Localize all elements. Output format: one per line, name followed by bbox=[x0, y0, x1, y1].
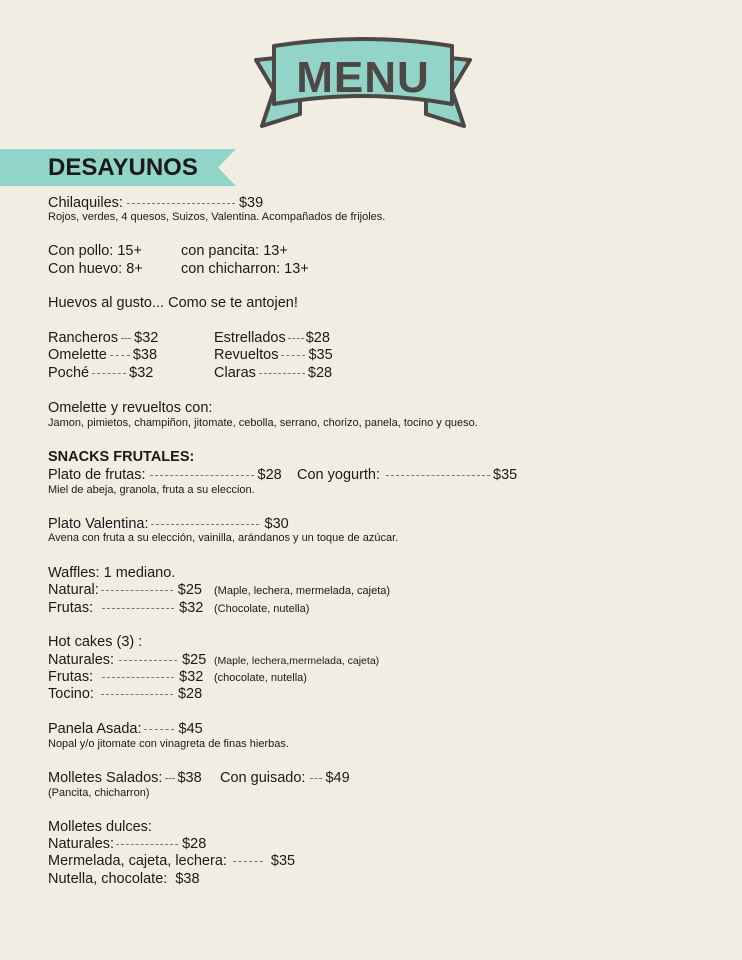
yogurth-row bbox=[297, 467, 517, 484]
dotted-leader bbox=[102, 677, 174, 678]
item-name: Con guisado: bbox=[220, 770, 306, 786]
dotted-leader bbox=[151, 524, 259, 525]
dotted-leader bbox=[281, 355, 305, 356]
waffle-natural-note: (Maple, lechera, mermelada, cajeta) bbox=[214, 585, 391, 597]
item-name: Con yogurth: bbox=[297, 467, 381, 483]
dotted-leader bbox=[127, 203, 235, 204]
item-price: $32 bbox=[179, 669, 204, 685]
panela-description: Nopal y/o jitomate con vinagreta de finas hierbas. bbox=[48, 738, 289, 750]
item-price: $35 bbox=[308, 347, 333, 363]
waffle-frutas-note: (Chocolate, nutella) bbox=[214, 603, 310, 615]
item-name: Poché bbox=[48, 365, 90, 381]
item-name: Molletes Salados: bbox=[48, 770, 163, 786]
item-price: $28 bbox=[182, 836, 207, 852]
molletes-dulces-item bbox=[48, 853, 295, 870]
dotted-leader bbox=[386, 475, 490, 476]
molletes-dulces-title: Molletes dulces: bbox=[48, 819, 152, 835]
dotted-leader bbox=[165, 778, 175, 779]
item-name: Chilaquiles: bbox=[48, 195, 123, 211]
item-name: Panela Asada: bbox=[48, 721, 142, 737]
extra-huevo: Con huevo: 8+ bbox=[48, 261, 143, 277]
huevos-intro: Huevos al gusto... Como se te antojen! bbox=[48, 295, 298, 311]
hotcakes-title: Hot cakes (3) : bbox=[48, 634, 143, 650]
extra-pancita: con pancita: 13+ bbox=[181, 243, 288, 259]
item-name: Naturales: bbox=[48, 836, 115, 852]
dotted-leader bbox=[233, 861, 263, 862]
dotted-leader bbox=[101, 590, 173, 591]
hotcake-item bbox=[48, 669, 203, 686]
egg-item bbox=[48, 365, 153, 382]
dotted-leader bbox=[101, 694, 173, 695]
plato-frutas-description: Miel de abeja, granola, fruta a su eleccion. bbox=[48, 484, 255, 496]
item-name: Frutas: bbox=[48, 600, 94, 616]
dotted-leader bbox=[150, 475, 254, 476]
item-price: $45 bbox=[178, 721, 203, 737]
molletes-dulces-item bbox=[48, 836, 206, 853]
dotted-leader bbox=[110, 355, 130, 356]
item-price: $32 bbox=[129, 365, 154, 381]
snacks-title: SNACKS FRUTALES: bbox=[48, 449, 195, 465]
item-price: $25 bbox=[177, 582, 202, 598]
egg-item bbox=[48, 347, 157, 364]
plato-frutas-row bbox=[48, 467, 282, 484]
dotted-leader bbox=[92, 373, 126, 374]
hotcake-item bbox=[48, 652, 206, 669]
item-name: Omelette bbox=[48, 347, 107, 363]
hotcake-item bbox=[48, 686, 202, 703]
menu-banner-label-wrap bbox=[252, 34, 474, 130]
item-name: Claras bbox=[214, 365, 256, 381]
item-price: $28 bbox=[305, 330, 330, 346]
hotcake-naturales-note: (Maple, lechera,mermelada, cajeta) bbox=[214, 655, 380, 667]
egg-item bbox=[48, 330, 158, 347]
panela-row bbox=[48, 721, 203, 738]
item-price: $25 bbox=[182, 652, 207, 668]
dotted-leader bbox=[259, 373, 305, 374]
item-price: $32 bbox=[134, 330, 159, 346]
item-price: $38 bbox=[175, 871, 200, 887]
egg-item bbox=[214, 347, 333, 364]
item-price: $38 bbox=[177, 770, 202, 786]
item-name: Plato Valentina: bbox=[48, 516, 149, 532]
item-price: $28 bbox=[257, 467, 282, 483]
item-name: Rancheros bbox=[48, 330, 119, 346]
item-name: Frutas: bbox=[48, 669, 94, 685]
omelette-title: Omelette y revueltos con: bbox=[48, 400, 213, 416]
dotted-leader bbox=[116, 844, 178, 845]
item-name: Natural: bbox=[48, 582, 99, 598]
item-name: Nutella, chocolate: bbox=[48, 871, 168, 887]
item-price: $30 bbox=[264, 516, 289, 532]
molletes-dulces-item bbox=[48, 871, 200, 888]
item-price: $28 bbox=[307, 365, 333, 381]
item-price: $38 bbox=[132, 347, 158, 363]
chilaquiles-row bbox=[48, 195, 263, 212]
extra-chicharron: con chicharron: 13+ bbox=[181, 261, 309, 277]
menu-title: MENU bbox=[296, 53, 430, 102]
egg-item bbox=[214, 365, 332, 382]
item-price: $28 bbox=[177, 686, 203, 702]
dotted-leader bbox=[121, 338, 131, 339]
dotted-leader bbox=[288, 338, 304, 339]
item-name: Estrellados bbox=[214, 330, 286, 346]
item-price: $35 bbox=[270, 853, 296, 869]
dotted-leader bbox=[102, 608, 174, 609]
dotted-leader bbox=[119, 660, 177, 661]
item-name: Revueltos bbox=[214, 347, 279, 363]
dotted-leader bbox=[144, 729, 174, 730]
item-price: $39 bbox=[238, 195, 264, 211]
extra-pollo: Con pollo: 15+ bbox=[48, 243, 142, 259]
section-title: DESAYUNOS bbox=[48, 154, 198, 181]
item-price: $32 bbox=[179, 600, 204, 616]
item-price: $35 bbox=[493, 467, 518, 483]
waffle-item bbox=[48, 600, 203, 617]
item-name: Naturales: bbox=[48, 652, 115, 668]
valentina-description: Avena con fruta a su elección, vainilla, arándanos y un toque de azúcar. bbox=[48, 532, 399, 544]
item-name: Tocino: bbox=[48, 686, 94, 702]
molletes-salados-row bbox=[48, 770, 202, 787]
item-name: Plato de frutas: bbox=[48, 467, 146, 483]
egg-item bbox=[214, 330, 330, 347]
item-name: Mermelada, cajeta, lechera: bbox=[48, 853, 227, 869]
hotcake-frutas-note: (chocolate, nutella) bbox=[214, 672, 307, 684]
item-price: $49 bbox=[325, 770, 350, 786]
waffle-item bbox=[48, 582, 202, 599]
molletes-guisado-row bbox=[220, 770, 350, 787]
molletes-salados-description: (Pancita, chicharron) bbox=[48, 787, 150, 799]
chilaquiles-description: Rojos, verdes, 4 quesos, Suizos, Valentina. Acompañados de frijoles. bbox=[48, 211, 386, 223]
valentina-row bbox=[48, 516, 289, 533]
dotted-leader bbox=[310, 778, 322, 779]
omelette-description: Jamon, pimietos, champiñon, jitomate, cebolla, serrano, chorizo, panela, tocino y queso. bbox=[48, 417, 478, 429]
waffles-title: Waffles: 1 mediano. bbox=[48, 565, 176, 581]
